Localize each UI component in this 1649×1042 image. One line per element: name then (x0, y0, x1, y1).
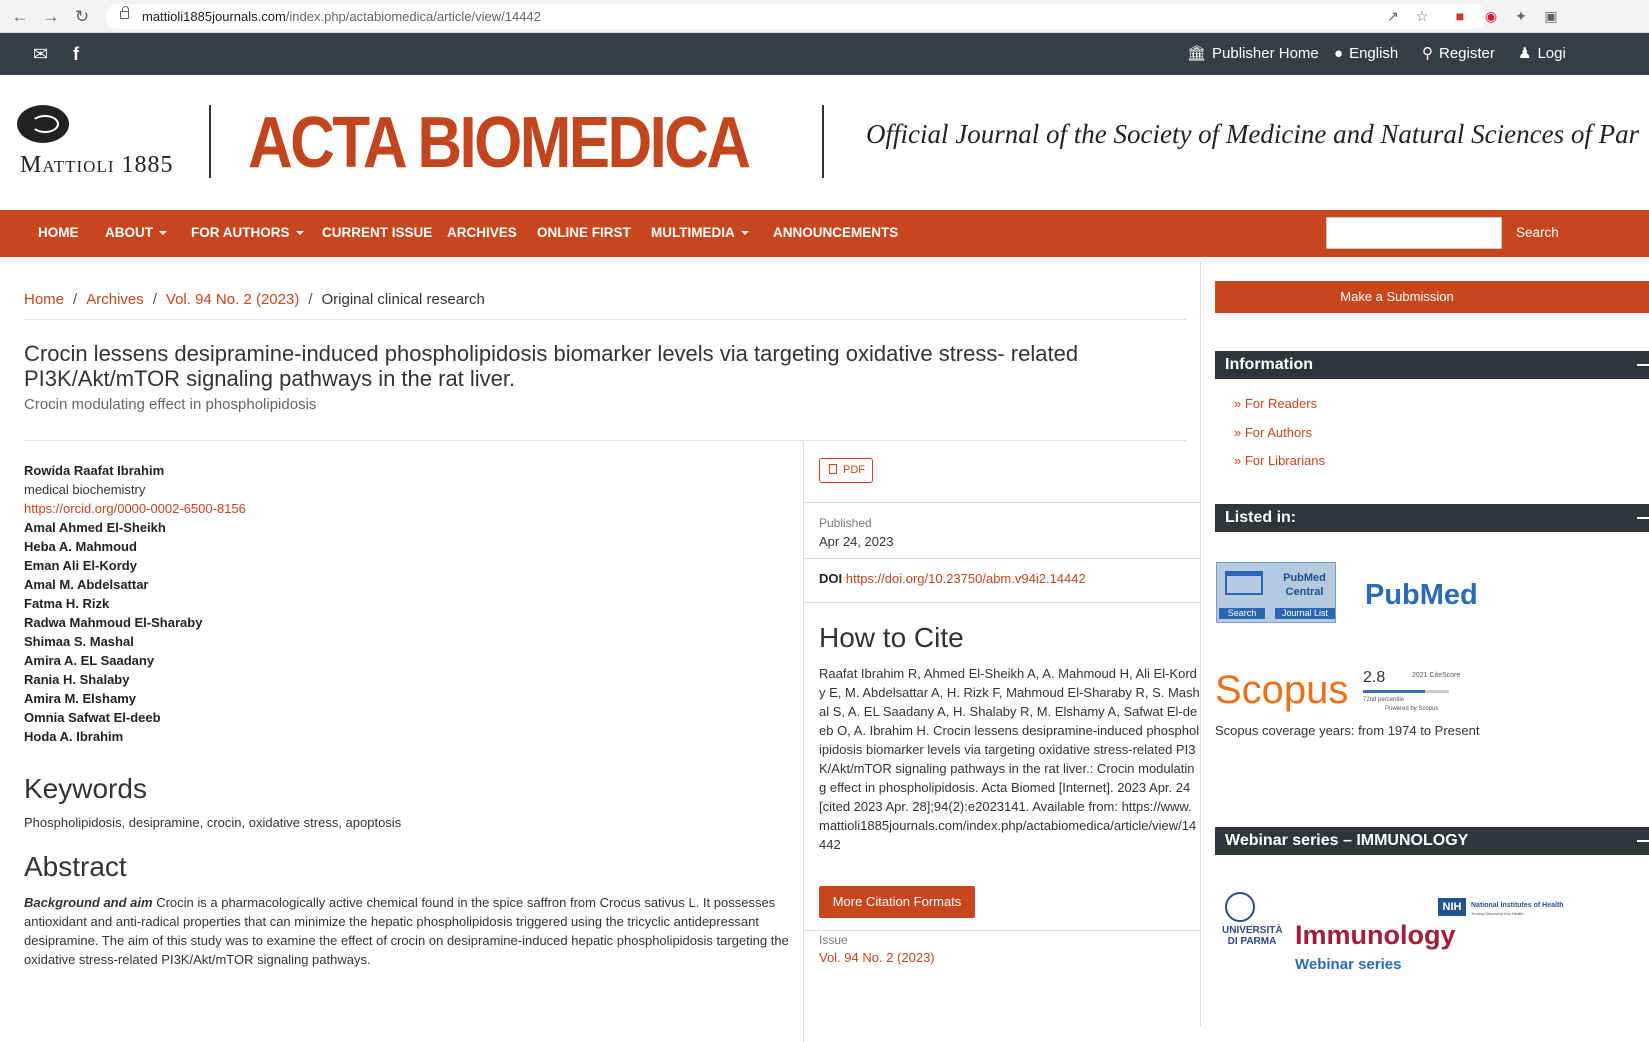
nav-for-authors-label: FOR AUTHORS (191, 225, 290, 240)
nih-logo: NIH (1438, 898, 1466, 916)
breadcrumb-home[interactable]: Home (24, 291, 65, 308)
caret-down-icon (296, 231, 304, 235)
doi-label: DOI (819, 571, 843, 586)
language-link[interactable] (1334, 45, 1398, 63)
journal-subtitle: Official Journal of the Society of Medicine and Natural Sciences of Par (866, 119, 1640, 149)
opera-icon[interactable]: ◉ (1484, 8, 1498, 24)
pubmed-central-logo[interactable] (1216, 562, 1336, 623)
scopus-coverage: Scopus coverage years: from 1974 to Present (1215, 723, 1480, 738)
puzzle-icon[interactable]: ✦ (1515, 8, 1527, 24)
top-bar (0, 33, 1649, 75)
main-nav (0, 210, 1649, 257)
nav-announcements[interactable]: ANNOUNCEMENTS (773, 225, 899, 240)
column-divider (803, 442, 804, 1042)
breadcrumb-current: Original clinical research (321, 291, 485, 308)
abstract-heading: Abstract (24, 851, 127, 882)
author-name: Fatma H. Rizk (24, 596, 110, 611)
breadcrumb-separator: / (73, 291, 78, 308)
nih-name: National Institutes of Health (1471, 902, 1564, 909)
university-name: UNIVERSITÀ DI PARMA (1222, 925, 1283, 947)
doi (819, 571, 1086, 586)
author-name: Radwa Mahmoud El-Sharaby (24, 615, 203, 630)
login-link[interactable] (1518, 45, 1566, 63)
forward-icon[interactable]: → (42, 7, 60, 26)
header-divider (209, 105, 211, 178)
url-host: mattioli1885journals.com (142, 9, 286, 24)
citescore-percentile-bar (1363, 690, 1449, 693)
reload-icon[interactable]: ↻ (74, 7, 90, 26)
facebook-icon[interactable]: f (73, 44, 79, 64)
make-submission-button[interactable]: Make a Submission (1215, 281, 1649, 313)
author-name: Amira A. EL Saadany (24, 653, 155, 668)
star-icon[interactable]: ☆ (1415, 8, 1429, 24)
pdf-button[interactable] (819, 458, 873, 483)
citation-text: Raafat Ibrahim R, Ahmed El-Sheikh A, A. Mahmoud H, Ali El-Kordy E, M. Abdelsattar A, H. Rizk F, Mahmoud El-Sharaby R, S. Mashal S, A. EL Saadany A, H. Shalaby R, M. Elshamy A, Safwat El-deeb O, A. Ibrahim H. Crocin lessens desipramine-induced phospholipidosis biomarker levels via targeting oxidative stress-related PI3K/Akt/mTOR signaling pathways in the rat liver.: Crocin modulating effect in phospholipidosis. Acta Biomed [Internet]. 2023 Apr. 24 [cited 2023 Apr. 28];94(2):e2023141. Available from: https://www.mattioli1885journals.com/index.php/actabiomedica/article/view/14442 (819, 666, 1200, 852)
main-content (0, 257, 1200, 1026)
publisher-emblem[interactable] (17, 105, 69, 143)
publisher-home-label: Publisher Home (1212, 45, 1319, 62)
site-header (0, 75, 1649, 210)
caret-down-icon (741, 231, 749, 235)
nav-online-first[interactable]: ONLINE FIRST (537, 225, 631, 240)
scopus-logo[interactable]: Scopus (1215, 668, 1349, 712)
article-subtitle: Crocin modulating effect in phospholipidosis (24, 396, 317, 413)
listed-in-heading: Listed in: (1215, 504, 1649, 532)
institution-icon: 🏛 (1187, 45, 1207, 62)
divider (804, 930, 1200, 931)
keywords-heading: Keywords (24, 773, 147, 804)
publisher-logo-text[interactable]: Mattioli 1885 (20, 152, 174, 178)
register-label: Register (1439, 45, 1495, 62)
citescore-name: CiteScore (1429, 672, 1461, 679)
nih-tagline: Turning Discovery Into Health (1471, 911, 1524, 916)
citescore-powered: Powered by Scopus (1385, 706, 1439, 712)
globe-icon: ● (1334, 45, 1344, 62)
author-name: Eman Ali El-Kordy (24, 558, 137, 573)
sidepanel-icon[interactable]: ▣ (1544, 8, 1558, 24)
author-name: Rania H. Shalaby (24, 672, 130, 687)
for-authors-link[interactable]: » For Authors (1234, 425, 1313, 440)
pmc-journal-list-label: Journal List (1275, 608, 1335, 619)
address-bar[interactable] (106, 4, 1486, 29)
language-label: English (1349, 45, 1399, 62)
url-path: /index.php/actabiomedica/article/view/14442 (285, 9, 541, 24)
nav-current-issue[interactable]: CURRENT ISSUE (322, 225, 433, 240)
breadcrumb-archives[interactable]: Archives (86, 291, 144, 308)
nav-archives[interactable]: ARCHIVES (447, 225, 517, 240)
lock-icon (120, 11, 129, 19)
citescore-label (1412, 672, 1460, 679)
key-icon: ⚲ (1422, 45, 1433, 62)
building-icon (1225, 571, 1263, 595)
published-label: Published (819, 516, 872, 530)
breadcrumb (24, 291, 485, 309)
information-heading: Information (1215, 351, 1649, 379)
nav-home[interactable]: HOME (38, 225, 79, 240)
nav-multimedia-label: MULTIMEDIA (651, 225, 735, 240)
divider (804, 502, 1200, 503)
citescore-percentile-fill (1363, 690, 1425, 693)
share-icon[interactable]: ↗ (1387, 8, 1399, 24)
doi-link[interactable]: https://doi.org/10.23750/abm.v94i2.14442 (845, 571, 1086, 586)
search-button[interactable]: Search (1516, 225, 1559, 240)
abstract-lead: Background and aim (24, 895, 153, 910)
immunology-subtitle[interactable]: Webinar series (1295, 956, 1402, 973)
pmc-buttons (1219, 608, 1335, 619)
abstract-text (24, 893, 794, 969)
author-name: Rowida Raafat Ibrahim (24, 463, 165, 478)
divider (804, 558, 1200, 559)
pmc-title: PubMed Central (1283, 572, 1326, 598)
mail-icon[interactable]: ✉ (33, 44, 49, 64)
divider (24, 319, 1186, 320)
citescore-value[interactable]: 2.8 (1363, 669, 1386, 686)
author-name: Shimaa S. Mashal (24, 634, 134, 649)
pubmed-logo[interactable]: PubMed (1365, 579, 1478, 611)
published-date: Apr 24, 2023 (819, 534, 894, 549)
issue-link[interactable]: Vol. 94 No. 2 (2023) (819, 950, 935, 965)
pmc-search-label: Search (1219, 608, 1265, 619)
user-icon: ♟ (1518, 45, 1532, 62)
citescore-year: 2021 (1412, 672, 1428, 679)
divider (804, 602, 1200, 603)
browser-toolbar (0, 0, 1649, 33)
header-divider (822, 105, 824, 178)
issue-label: Issue (819, 933, 848, 947)
author-name: Amal Ahmed El-Sheikh (24, 520, 166, 535)
search-input[interactable] (1326, 217, 1502, 249)
sidebar-divider (1200, 262, 1201, 1026)
immunology-title[interactable]: Immunology (1295, 920, 1456, 950)
webinar-heading: Webinar series – IMMUNOLOGY (1215, 827, 1649, 855)
nav-about-label: ABOUT (105, 225, 153, 240)
author-item (24, 461, 794, 518)
login-label: Logi (1537, 45, 1566, 62)
author-name: Amal M. Abdelsattar (24, 577, 149, 592)
breadcrumb-issue[interactable]: Vol. 94 No. 2 (2023) (165, 291, 300, 308)
file-icon (829, 464, 837, 474)
for-readers-link[interactable]: » For Readers (1234, 396, 1318, 411)
breadcrumb-separator: / (152, 291, 157, 308)
university-seal-icon (1225, 892, 1255, 922)
breadcrumb-separator: / (308, 291, 313, 308)
author-affiliation: medical biochemistry (24, 482, 146, 497)
author-name: Hoda A. Ibrahim (24, 729, 124, 744)
journal-title[interactable]: ACTA BIOMEDICA (248, 103, 749, 183)
author-name: Amira M. Elshamy (24, 691, 136, 706)
article-title: Crocin lessens desipramine-induced phospholipidosis biomarker levels via targeting oxidative stress- related PI3K/Akt/mTOR signaling pathways in the rat liver. (24, 341, 1079, 391)
nav-about[interactable] (105, 225, 167, 241)
keywords-text: Phospholipidosis, desipramine, crocin, oxidative stress, apoptosis (24, 815, 402, 830)
how-to-cite-heading: How to Cite (819, 622, 964, 653)
publisher-home-link[interactable] (1187, 45, 1319, 63)
author-name: Omnia Safwat El-deeb (24, 710, 161, 725)
author-orcid-link[interactable]: https://orcid.org/0000-0002-6500-8156 (24, 501, 246, 516)
author-list (24, 461, 794, 746)
abstract-body: Crocin is a pharmacologically active chemical found in the spice saffron from Crocus sativus L. It possesses antioxidant and anti-radical properties that can minimize the hepatic phospholipidosis triggered using the tricyclic antidepressant desipramine. The aim of this study was to examine the effect of crocin on desipramine-induced hepatic phospholipidosis targeting the oxidative stress-related PI3K/Akt/mTOR signaling pathways. (24, 895, 789, 967)
for-librarians-link[interactable]: » For Librarians (1234, 453, 1326, 468)
extension-icon[interactable]: ■ (1455, 8, 1465, 24)
more-citation-formats-button[interactable]: More Citation Formats (819, 886, 975, 918)
nav-multimedia[interactable] (651, 225, 749, 241)
back-icon[interactable]: ← (11, 7, 29, 26)
author-name: Heba A. Mahmoud (24, 539, 137, 554)
nav-for-authors[interactable] (191, 225, 304, 241)
caret-down-icon (159, 231, 167, 235)
divider (24, 440, 1186, 441)
citescore-percentile: 72nd percentile (1363, 697, 1405, 703)
register-link[interactable] (1422, 45, 1495, 63)
sidebar (1215, 257, 1649, 1026)
pdf-label: PDF (843, 464, 865, 476)
